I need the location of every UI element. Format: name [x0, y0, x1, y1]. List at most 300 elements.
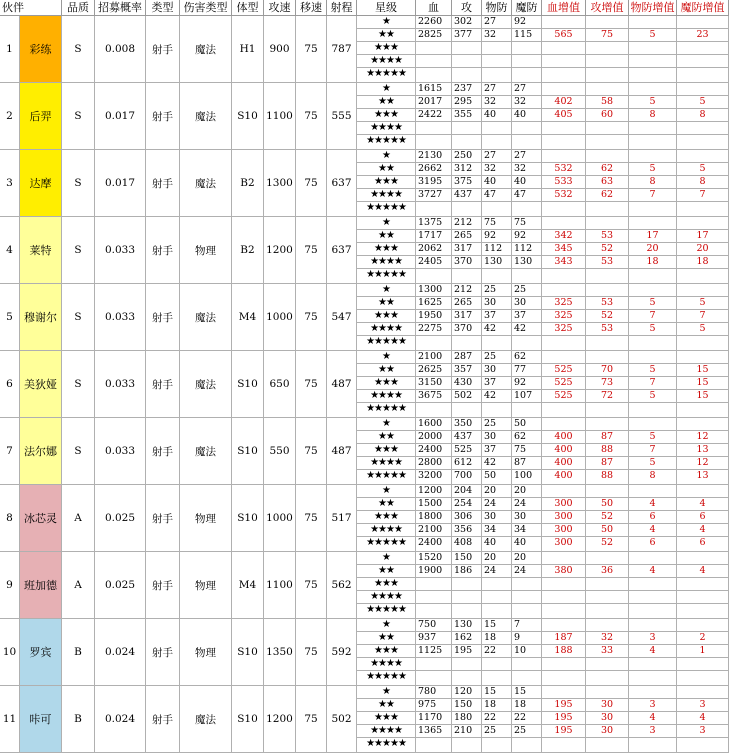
star-row-hp [416, 135, 452, 150]
star-row-hp-inc: 300 [542, 511, 586, 524]
star-row-hp-inc: 402 [542, 96, 586, 109]
star-row-hp-inc: 195 [542, 725, 586, 738]
star-row-mdef-inc [677, 619, 729, 632]
star-row-atk: 180 [452, 712, 482, 725]
star-row-atk-inc: 30 [586, 725, 629, 738]
star-row-mdef-inc [677, 418, 729, 431]
partner-rate: 0.033 [95, 284, 146, 351]
star-row-atk-inc: 52 [586, 537, 629, 552]
star-row-hp-inc: 525 [542, 364, 586, 377]
star-row-mdef: 9 [512, 632, 542, 645]
star-row-atk-inc [586, 336, 629, 351]
star-row-atk: 356 [452, 524, 482, 537]
star-row-mdef [512, 578, 542, 591]
star-row-hp [416, 202, 452, 217]
star-row-mdef-inc: 3 [677, 699, 729, 712]
star-row-pdef-inc: 3 [629, 725, 677, 738]
header-hp: 血 [416, 0, 452, 16]
star-row-atk: 312 [452, 163, 482, 176]
star-row-pdef-inc: 6 [629, 537, 677, 552]
star-row-pdef: 130 [482, 256, 512, 269]
star-row-hp-inc: 195 [542, 699, 586, 712]
star-row-atk: 237 [452, 83, 482, 96]
star-row-atk: 150 [452, 699, 482, 712]
star-row-atk-inc: 53 [586, 323, 629, 336]
star-row-star: ★★★ [357, 310, 416, 323]
star-row-mdef: 27 [512, 83, 542, 96]
partner-mspd: 75 [296, 83, 327, 150]
star-row-atk: 212 [452, 217, 482, 230]
partner-name: 美狄娅 [20, 351, 62, 418]
star-row-hp: 1600 [416, 418, 452, 431]
star-row-atk-inc: 75 [586, 29, 629, 42]
header-move-speed: 移速 [296, 0, 327, 16]
star-row-atk: 250 [452, 150, 482, 163]
star-row-hp-inc: 345 [542, 243, 586, 256]
star-row-hp: 1125 [416, 645, 452, 658]
star-row-hp-inc: 525 [542, 390, 586, 403]
star-row-hp [416, 671, 452, 686]
star-row-hp-inc [542, 16, 586, 29]
star-row-star: ★★★★★ [357, 470, 416, 485]
star-row-star: ★★★★ [357, 189, 416, 202]
star-row-star: ★★★★ [357, 658, 416, 671]
partner-idx: 9 [0, 552, 20, 619]
partner-name: 后羿 [20, 83, 62, 150]
star-row-hp: 2422 [416, 109, 452, 122]
star-row-hp: 780 [416, 686, 452, 699]
star-row-atk: 186 [452, 565, 482, 578]
partner-range: 502 [327, 686, 357, 753]
star-row-mdef-inc: 12 [677, 457, 729, 470]
partner-idx: 8 [0, 485, 20, 552]
partner-rate: 0.017 [95, 150, 146, 217]
star-row-pdef: 30 [482, 431, 512, 444]
star-row-hp-inc: 525 [542, 377, 586, 390]
star-row-pdef-inc: 5 [629, 297, 677, 310]
star-row-atk-inc [586, 591, 629, 604]
star-row-atk-inc [586, 671, 629, 686]
header-recruit-rate: 招募概率 [95, 0, 146, 16]
star-row-hp: 937 [416, 632, 452, 645]
star-row-pdef [482, 202, 512, 217]
star-row-pdef-inc [629, 68, 677, 83]
star-row-mdef: 115 [512, 29, 542, 42]
star-row-mdef: 87 [512, 457, 542, 470]
star-row-hp-inc [542, 150, 586, 163]
star-row-hp-inc: 400 [542, 431, 586, 444]
star-row-pdef: 15 [482, 686, 512, 699]
star-row-star: ★★ [357, 431, 416, 444]
partner-mspd: 75 [296, 16, 327, 83]
star-row-mdef-inc [677, 83, 729, 96]
partner-name: 班加德 [20, 552, 62, 619]
partner-range: 787 [327, 16, 357, 83]
star-row-mdef [512, 658, 542, 671]
star-row-star: ★★★ [357, 377, 416, 390]
star-row-hp: 1800 [416, 511, 452, 524]
star-row-pdef-inc [629, 122, 677, 135]
star-row-star: ★ [357, 485, 416, 498]
star-row-pdef [482, 336, 512, 351]
star-row-hp: 1200 [416, 485, 452, 498]
star-row-star: ★★★★★ [357, 738, 416, 753]
star-row-mdef-inc: 15 [677, 364, 729, 377]
star-row-mdef-inc [677, 284, 729, 297]
star-row-atk: 502 [452, 390, 482, 403]
star-row-hp [416, 42, 452, 55]
star-row-hp [416, 738, 452, 753]
star-row-atk-inc: 60 [586, 109, 629, 122]
star-row-hp-inc: 343 [542, 256, 586, 269]
star-row-pdef: 18 [482, 632, 512, 645]
partner-range: 562 [327, 552, 357, 619]
partner-quality: S [62, 418, 95, 485]
star-row-atk: 317 [452, 310, 482, 323]
header-partner: 伙伴 [0, 0, 62, 16]
star-row-atk-inc [586, 284, 629, 297]
star-row-atk: 254 [452, 498, 482, 511]
star-row-star: ★★★ [357, 511, 416, 524]
star-row-mdef-inc: 5 [677, 297, 729, 310]
star-row-hp-inc: 325 [542, 310, 586, 323]
star-row-star: ★★★★ [357, 256, 416, 269]
partner-idx: 3 [0, 150, 20, 217]
header-atk-increment: 攻增值 [586, 0, 629, 16]
star-row-star: ★★ [357, 96, 416, 109]
star-row-atk-inc [586, 738, 629, 753]
star-row-mdef: 92 [512, 377, 542, 390]
star-row-mdef-inc: 5 [677, 163, 729, 176]
star-row-atk: 265 [452, 230, 482, 243]
star-row-atk-inc: 62 [586, 163, 629, 176]
partner-idx: 4 [0, 217, 20, 284]
header-quality: 品质 [62, 0, 95, 16]
star-row-pdef: 25 [482, 351, 512, 364]
partner-type: 射手 [146, 150, 180, 217]
star-row-star: ★ [357, 83, 416, 96]
partner-mspd: 75 [296, 485, 327, 552]
star-row-hp [416, 578, 452, 591]
star-row-star: ★★ [357, 230, 416, 243]
star-row-mdef-inc [677, 658, 729, 671]
star-row-pdef-inc: 17 [629, 230, 677, 243]
star-row-atk: 306 [452, 511, 482, 524]
star-row-hp-inc [542, 42, 586, 55]
partner-dmg: 魔法 [180, 686, 232, 753]
star-row-mdef-inc [677, 591, 729, 604]
star-row-atk-inc: 70 [586, 364, 629, 377]
star-row-atk: 302 [452, 16, 482, 29]
star-row-hp: 3195 [416, 176, 452, 189]
star-row-mdef-inc: 15 [677, 390, 729, 403]
partner-rate: 0.025 [95, 485, 146, 552]
star-row-hp-inc [542, 55, 586, 68]
partner-size: B2 [232, 150, 264, 217]
star-row-atk-inc: 53 [586, 256, 629, 269]
star-row-atk-inc: 52 [586, 310, 629, 323]
star-row-pdef: 112 [482, 243, 512, 256]
partner-dmg: 物理 [180, 552, 232, 619]
star-row-atk-inc [586, 485, 629, 498]
star-row-star: ★★★★ [357, 524, 416, 537]
star-row-pdef-inc: 3 [629, 699, 677, 712]
star-row-mdef: 75 [512, 444, 542, 457]
partner-rate: 0.025 [95, 552, 146, 619]
partner-quality: S [62, 217, 95, 284]
partner-mspd: 75 [296, 686, 327, 753]
star-row-pdef: 37 [482, 377, 512, 390]
star-row-pdef-inc: 5 [629, 457, 677, 470]
star-row-hp: 3675 [416, 390, 452, 403]
star-row-pdef: 32 [482, 96, 512, 109]
partner-quality: B [62, 686, 95, 753]
star-row-mdef-inc: 17 [677, 230, 729, 243]
partner-aspd: 1100 [264, 552, 296, 619]
star-row-hp-inc [542, 686, 586, 699]
header-pdef-increment: 物防增值 [629, 0, 677, 16]
star-row-mdef: 62 [512, 431, 542, 444]
star-row-star: ★★ [357, 565, 416, 578]
star-row-atk: 120 [452, 686, 482, 699]
partner-dmg: 物理 [180, 619, 232, 686]
star-row-pdef-inc [629, 738, 677, 753]
partner-aspd: 1200 [264, 217, 296, 284]
header-atk: 攻 [452, 0, 482, 16]
partner-dmg: 魔法 [180, 284, 232, 351]
partner-aspd: 1100 [264, 83, 296, 150]
star-row-mdef: 24 [512, 565, 542, 578]
star-row-mdef-inc: 4 [677, 565, 729, 578]
star-row-hp-inc [542, 403, 586, 418]
star-row-pdef: 27 [482, 83, 512, 96]
partner-range: 637 [327, 150, 357, 217]
star-row-mdef: 100 [512, 470, 542, 485]
star-row-atk-inc [586, 83, 629, 96]
star-row-pdef: 47 [482, 189, 512, 202]
star-row-pdef-inc: 20 [629, 243, 677, 256]
star-row-star: ★★★★★ [357, 403, 416, 418]
partner-size: S10 [232, 418, 264, 485]
star-row-atk-inc [586, 351, 629, 364]
star-row-hp: 2662 [416, 163, 452, 176]
star-row-atk: 375 [452, 176, 482, 189]
star-row-mdef [512, 269, 542, 284]
star-row-mdef: 50 [512, 418, 542, 431]
star-row-hp-inc: 532 [542, 163, 586, 176]
partner-idx: 5 [0, 284, 20, 351]
star-row-pdef-inc: 8 [629, 176, 677, 189]
star-row-hp-inc [542, 269, 586, 284]
star-row-pdef-inc [629, 403, 677, 418]
star-row-atk-inc: 36 [586, 565, 629, 578]
star-row-atk-inc [586, 658, 629, 671]
star-row-atk-inc: 30 [586, 712, 629, 725]
star-row-pdef: 37 [482, 444, 512, 457]
star-row-hp-inc [542, 122, 586, 135]
star-row-star: ★★★★★ [357, 68, 416, 83]
star-row-star: ★★★★ [357, 390, 416, 403]
star-row-atk-inc: 32 [586, 632, 629, 645]
star-row-atk-inc [586, 135, 629, 150]
star-row-mdef: 92 [512, 16, 542, 29]
star-row-mdef-inc [677, 202, 729, 217]
partner-aspd: 1350 [264, 619, 296, 686]
star-row-pdef: 22 [482, 645, 512, 658]
star-row-pdef: 30 [482, 364, 512, 377]
star-row-mdef-inc: 23 [677, 29, 729, 42]
star-row-hp: 3200 [416, 470, 452, 485]
star-row-pdef-inc: 7 [629, 377, 677, 390]
star-row-star: ★★ [357, 364, 416, 377]
star-row-hp-inc [542, 671, 586, 686]
partner-rate: 0.024 [95, 619, 146, 686]
star-row-hp: 2800 [416, 457, 452, 470]
star-row-atk: 317 [452, 243, 482, 256]
star-row-atk: 437 [452, 431, 482, 444]
partner-idx: 2 [0, 83, 20, 150]
star-row-mdef-inc: 4 [677, 712, 729, 725]
partner-mspd: 75 [296, 150, 327, 217]
partner-rate: 0.017 [95, 83, 146, 150]
star-row-atk [452, 135, 482, 150]
star-row-pdef-inc [629, 619, 677, 632]
star-row-atk: 377 [452, 29, 482, 42]
star-row-pdef-inc [629, 578, 677, 591]
star-row-pdef-inc [629, 42, 677, 55]
star-row-mdef: 42 [512, 323, 542, 336]
star-row-mdef [512, 68, 542, 83]
star-row-star: ★★★ [357, 712, 416, 725]
star-row-mdef-inc: 8 [677, 176, 729, 189]
star-row-pdef: 92 [482, 230, 512, 243]
partner-dmg: 魔法 [180, 83, 232, 150]
star-row-hp-inc [542, 738, 586, 753]
star-row-atk-inc [586, 150, 629, 163]
partner-aspd: 550 [264, 418, 296, 485]
star-row-atk: 700 [452, 470, 482, 485]
star-row-pdef: 24 [482, 498, 512, 511]
star-row-star: ★★★★ [357, 591, 416, 604]
star-row-hp: 2017 [416, 96, 452, 109]
star-row-star: ★★ [357, 29, 416, 42]
star-row-mdef [512, 42, 542, 55]
star-row-atk-inc: 72 [586, 390, 629, 403]
star-row-mdef [512, 591, 542, 604]
partner-dmg: 魔法 [180, 150, 232, 217]
star-row-atk-inc [586, 68, 629, 83]
partner-type: 射手 [146, 217, 180, 284]
partner-name: 达摩 [20, 150, 62, 217]
star-row-hp-inc: 400 [542, 444, 586, 457]
star-row-atk-inc: 50 [586, 524, 629, 537]
star-row-pdef-inc: 4 [629, 524, 677, 537]
star-row-mdef: 107 [512, 390, 542, 403]
star-row-pdef: 27 [482, 150, 512, 163]
star-row-mdef-inc [677, 485, 729, 498]
star-row-atk-inc: 87 [586, 457, 629, 470]
partner-idx: 10 [0, 619, 20, 686]
partner-range: 547 [327, 284, 357, 351]
star-row-atk [452, 336, 482, 351]
star-row-hp-inc [542, 619, 586, 632]
star-row-pdef-inc: 4 [629, 645, 677, 658]
star-row-atk: 355 [452, 109, 482, 122]
star-row-pdef: 20 [482, 485, 512, 498]
star-row-pdef: 40 [482, 537, 512, 552]
star-row-star: ★★★★ [357, 323, 416, 336]
star-row-pdef-inc [629, 16, 677, 29]
star-row-mdef-inc: 13 [677, 470, 729, 485]
partner-dmg: 物理 [180, 217, 232, 284]
star-row-pdef-inc: 18 [629, 256, 677, 269]
star-row-mdef-inc: 18 [677, 256, 729, 269]
star-row-mdef: 24 [512, 498, 542, 511]
star-row-atk-inc [586, 202, 629, 217]
partner-mspd: 75 [296, 418, 327, 485]
star-row-hp [416, 122, 452, 135]
partner-type: 射手 [146, 83, 180, 150]
star-row-hp: 750 [416, 619, 452, 632]
partner-quality: B [62, 619, 95, 686]
partner-mspd: 75 [296, 552, 327, 619]
star-row-hp-inc [542, 552, 586, 565]
star-row-mdef: 25 [512, 725, 542, 738]
star-row-mdef-inc: 1 [677, 645, 729, 658]
star-row-atk: 162 [452, 632, 482, 645]
star-row-mdef: 75 [512, 217, 542, 230]
star-row-atk [452, 671, 482, 686]
star-row-hp-inc [542, 351, 586, 364]
partner-dmg: 魔法 [180, 351, 232, 418]
star-row-hp-inc [542, 578, 586, 591]
star-row-atk: 287 [452, 351, 482, 364]
partner-rate: 0.024 [95, 686, 146, 753]
star-row-pdef-inc: 4 [629, 498, 677, 511]
star-row-atk-inc: 33 [586, 645, 629, 658]
star-row-mdef: 40 [512, 176, 542, 189]
star-row-hp-inc [542, 485, 586, 498]
star-row-pdef-inc: 6 [629, 511, 677, 524]
star-row-atk [452, 42, 482, 55]
star-row-hp-inc [542, 83, 586, 96]
star-row-atk-inc: 73 [586, 377, 629, 390]
star-row-star: ★★★★★ [357, 671, 416, 686]
star-row-mdef-inc [677, 135, 729, 150]
star-row-star: ★ [357, 418, 416, 431]
header-pdef: 物防 [482, 0, 512, 16]
partner-quality: S [62, 351, 95, 418]
star-row-atk: 430 [452, 377, 482, 390]
star-row-mdef: 62 [512, 351, 542, 364]
star-row-pdef-inc [629, 485, 677, 498]
star-row-mdef-inc: 4 [677, 498, 729, 511]
star-row-mdef [512, 671, 542, 686]
star-row-atk-inc: 53 [586, 230, 629, 243]
star-row-mdef: 15 [512, 686, 542, 699]
star-row-star: ★★★ [357, 243, 416, 256]
star-row-atk: 437 [452, 189, 482, 202]
star-row-star: ★ [357, 150, 416, 163]
star-row-pdef-inc: 5 [629, 390, 677, 403]
star-row-mdef-inc: 20 [677, 243, 729, 256]
star-row-hp-inc [542, 336, 586, 351]
partner-name: 莱特 [20, 217, 62, 284]
star-row-pdef-inc [629, 55, 677, 68]
partner-dmg: 物理 [180, 485, 232, 552]
star-row-pdef-inc [629, 269, 677, 284]
star-row-mdef-inc: 5 [677, 96, 729, 109]
